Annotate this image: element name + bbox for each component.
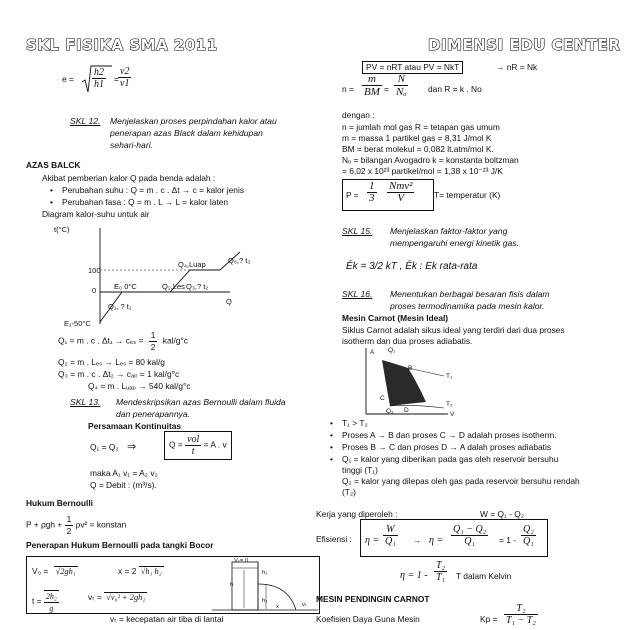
carnot-bullet-4: • Q₁ = kalor yang diberikan pada gas oleh reservoir bersuhu <box>342 454 558 465</box>
pv-label-d: D <box>404 407 409 414</box>
n-rhs: dan R = k . No <box>428 84 482 94</box>
pv-label-c: C <box>380 395 385 402</box>
carnot-bullet-5b: (T₂) <box>342 487 356 497</box>
kontinuitas-line2: maka A₁ v₁ = A₂ v₂ <box>90 468 158 478</box>
pressure-rhs: T= temperatur (K) <box>434 190 501 200</box>
q1-equation: Q₁ = m . c . Δt₁ → cₑₛ = $\frac{1}{2}$ kal/g°c <box>58 330 188 352</box>
skl15-line1: Menjelaskan faktor-faktor yang <box>390 226 508 236</box>
def-values: = 6,02 x 10²³ partikel/mol = 1,38 x 10⁻²³ J/K <box>342 166 503 176</box>
kontinuitas-equation: Q₁ = Q₂ ⇒ <box>90 441 137 453</box>
kerja-rhs: W = Q₁ - Q₂ <box>480 509 524 519</box>
diagram-e0-label: E₀ 0°C <box>114 282 137 291</box>
efisiensi-2-rhs: T dalam Kelvin <box>456 571 512 581</box>
tank-vt-label: vₜ <box>302 602 307 608</box>
def-n: n = jumlah mol gas R = tetapan gas umum <box>342 122 500 132</box>
diagram-x-label: Q <box>226 297 232 306</box>
skl12-line1: Menjelaskan proses perpindahan kalor atau <box>110 116 277 126</box>
tank-x-label: x <box>276 604 279 610</box>
kontinuitas-line3: Q = Debit : (m³/s). <box>90 480 157 490</box>
efisiensi-2-lhs: η = 1 - <box>400 570 428 581</box>
diagram-q3-label: Q₃,? t₂ <box>186 282 209 291</box>
kontinuitas-box: Q = $\frac{\text{vol}}{t}$ = A . v <box>164 431 232 460</box>
q3-equation: Q₃ = m . c . Δt₂ → cₐᵢᵣ = 1 kal/g°c <box>58 369 180 379</box>
e-eq-sign: = <box>114 74 119 84</box>
skl12-number: SKL 12. <box>70 116 101 126</box>
pv-label-q1: Q₁ <box>388 347 396 354</box>
skl12-line3: sehari-hari. <box>110 140 153 150</box>
carnot-text-2: isotherm dan dua proses adiabatis. <box>342 336 473 346</box>
def-m: m = massa 1 partikel gas = 8,31 J/mol K <box>342 133 492 143</box>
pv-label-v: V <box>450 411 455 418</box>
carnot-bullet-3: • Proses B → C dan proses D → A dalah proses adiabatis <box>342 442 551 453</box>
azas-bullet-1: • Perubahan suhu : Q = m . c . Δt → c = kalor jenis <box>62 185 244 196</box>
skl16-number: SKL 16. <box>342 289 373 299</box>
efisiensi-label: Efisiensi : <box>316 534 352 544</box>
tank-h-label: h <box>230 582 234 588</box>
tank-v1-label: V₁= 0 <box>234 558 249 564</box>
pv-after: → nR = Nk <box>496 62 538 72</box>
def-no: Nₒ = bilangan Avogadro k = konstanta boltzman <box>342 155 519 165</box>
x-formula: x = 2 √h₁ h₂ <box>118 566 162 576</box>
efisiensi-box: η = $\frac{W}{\text{Q₁}}$ → η = $\frac{\text{Q₁ − Q₂}}{\text{Q₁}}$ = 1 - $\frac{\text{Q₂}}{\text{Q₁}}$ <box>360 519 548 557</box>
pv-label-t2: T₂ <box>446 401 453 408</box>
pressure-box: P = $\frac{1}{3}$ Nmv² V <box>342 179 434 211</box>
azas-intro: Akibat pemberian kalor Q pada benda adalah : <box>42 173 216 183</box>
diagram-y-label: t(°C) <box>54 225 70 234</box>
tank-h2-label: h₂ <box>262 598 268 604</box>
diagram-q1-label: Q₁, ? t₁ <box>108 302 132 311</box>
pv-box: PV = nRT atau PV = NkT <box>362 61 463 74</box>
ek-equation: Ēk = 3/2 kT , Ēk : Ek rata-rata <box>346 261 478 272</box>
carnot-bullet-1: • T₁ > T₂ <box>342 418 368 429</box>
diagram-e1-label: E₁-50°C <box>64 319 91 328</box>
v0-formula: V₀ = √2gh₁ <box>32 566 76 576</box>
q4-equation: Q₄ = m . Lᵤₐₚ → 540 kal/g°c <box>88 381 191 391</box>
def-bm: BM = berat molekul = 0,082 lt.atm/mol K. <box>342 144 494 154</box>
dengan-label: dengan : <box>342 110 375 120</box>
t-formula: t = $\frac{\text{2h₂}}{g}$ <box>32 592 57 613</box>
kp-fraction: $\frac{\text{T₂}}{\text{T₁ − T₂}}$ <box>506 603 536 626</box>
skl13-line1: Mendeskripsikan azas Bernoulli dalam fluida <box>116 397 286 407</box>
pv-label-q2: Q₂ <box>386 408 394 415</box>
kontinuitas-title: Persamaan Kontinuitas <box>88 421 182 431</box>
skl13-line2: dan penerapannya. <box>116 409 191 419</box>
left-header-title: SKL FISIKA SMA 2011 <box>26 36 218 54</box>
skl13-number: SKL 13. <box>70 397 101 407</box>
diagram-q5-label: Q₅,? t₃ <box>228 256 251 265</box>
diagram-0-label: 0 <box>92 286 97 295</box>
carnot-bullet-2: • Proses A → B dan proses C → D adalah proses isotherm. <box>342 430 557 441</box>
pv-label-t1: T₁ <box>446 373 453 380</box>
pv-label-b: B <box>408 365 413 372</box>
skl16-line1: Menentukan berbagai besaran fisis dalam <box>390 289 550 299</box>
azas-title: AZAS BALCK <box>26 160 81 170</box>
diagram-100-label: 100 <box>88 266 101 275</box>
carnot-text-1: Siklus Carnot adalah sikus ideal yang terdiri dari dua proses <box>342 325 565 335</box>
kerja-label: Kerja yang diperoleh : <box>316 509 398 519</box>
skl12-line2: penerapan azas Black dalam kehidupan <box>110 128 263 138</box>
n-equation: n = <box>342 84 354 94</box>
kp-label: Koefisien Daya Guna Mesin <box>316 614 420 624</box>
carnot-bullet-5: Q₂ = kalor yang dilepas oleh gas pada reservoir bersuhu rendah <box>342 476 580 486</box>
carnot-title: Mesin Carnot (Mesin Ideal) <box>342 313 449 323</box>
tank-h1-label: h₁ <box>262 570 268 576</box>
bernoulli-title: Hukum Bernoulli <box>26 498 94 508</box>
n-mass-fraction: $\frac{m}{BM}$ <box>364 73 380 98</box>
efisiensi-2-fraction: $\frac{\text{T₂}}{\text{T₁}}$ <box>436 560 446 583</box>
bocor-title: Penerapan Hukum Bernoulli pada tangki Bocor <box>26 540 214 550</box>
vt-formula: vₜ = √v₀² + 2gh₂ <box>88 592 146 602</box>
kp-lhs: Kp = <box>480 614 498 624</box>
azas-bullet-2: • Perubahan fasa : Q = m . L → L = kalor laten <box>62 197 228 208</box>
diagram-q2-label: Q₂,Les <box>162 282 185 291</box>
n-eq-sign: = <box>384 84 389 94</box>
heat-temperature-diagram <box>70 222 280 330</box>
e-equation: e = <box>62 74 74 84</box>
right-header-title: DIMENSI EDU CENTER <box>428 36 621 54</box>
skl16-line2: proses termodinamika pada mesin kalor. <box>390 301 545 311</box>
skl15-number: SKL 15. <box>342 226 373 236</box>
bernoulli-equation: P + ρgh + $\frac{1}{2}$ ρv² = konstan <box>26 514 127 536</box>
carnot-bullet-4b: tinggi (T₁) <box>342 465 378 475</box>
n-avogadro-fraction: $\frac{N}{\text{Nₒ}}$ <box>396 73 407 98</box>
pv-label-a: A <box>370 349 375 356</box>
skl15-line2: mempengaruhi energi kinetik gas. <box>390 238 519 248</box>
diagram-q4-label: Q₄,Luap <box>178 260 206 269</box>
tank-footer: vₜ = kecepatan air tiba di lantai <box>110 614 224 624</box>
e-velocity-fraction: $\frac{v2}{v1}$ <box>120 66 130 89</box>
pendingin-title: MESIN PENDINGIN CARNOT <box>316 594 430 604</box>
q2-equation: Q₂ = m . Lₑₛ → Lₑₛ = 80 kal/g <box>58 357 165 367</box>
diagram-caption: Diagram kalor-suhu untuk air <box>42 209 150 219</box>
